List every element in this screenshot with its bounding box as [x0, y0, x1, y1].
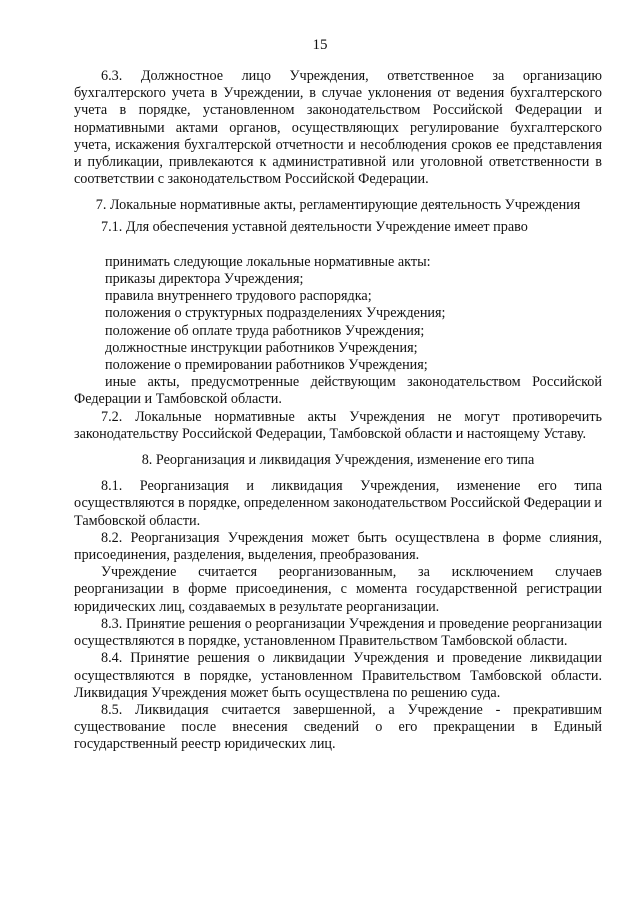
- list-item-last: иные акты, предусмотренные действующим законодательством Российской Федерации и Тамбовской области.: [74, 374, 602, 408]
- paragraph-7-2: 7.2. Локальные нормативные акты Учреждения не могут противоречить законодательству Российской Федерации, Тамбовской области и настоящему Уставу.: [74, 408, 602, 442]
- paragraph-8-1: 8.1. Реорганизация и ликвидация Учреждения, изменение его типа осуществляются в порядке, определенном законодательством Российской Федерации и Тамбовской области.: [74, 478, 602, 529]
- list-item: правила внутреннего трудового распорядка;: [105, 288, 372, 305]
- paragraph-7-1: 7.1. Для обеспечения уставной деятельности Учреждение имеет право: [101, 218, 528, 235]
- section-7-heading: 7. Локальные нормативные акты, регламентирующие деятельность Учреждения: [95, 197, 581, 214]
- paragraph-6-3: 6.3. Должностное лицо Учреждения, ответственное за организацию бухгалтерского учета в Учреждении, в случае уклонения от ведения бухгалтерского учета в порядке, установленном законодательством Российской Федерации и нормативными актами органов, осуществляющих регулирование бухгалтерского учета, искажения бухгалтерской отчетности и несоблюдения сроков ее представления и публикации, привлекаются к административной или уголовной ответственности в соответствии с законодательством Российской Федерации.: [74, 68, 602, 188]
- page-number: 15: [312, 37, 328, 53]
- paragraph-8-2-continued: Учреждение считается реорганизованным, за исключением случаев реорганизации в форме присоединения, с момента государственной регистрации юридических лиц, создаваемых в результате реорганизации.: [74, 564, 602, 615]
- list-intro: принимать следующие локальные нормативные акты:: [105, 253, 431, 270]
- list-item: положение об оплате труда работников Учреждения;: [105, 322, 425, 339]
- list-item: положение о премировании работников Учреждения;: [105, 357, 428, 374]
- list-item: должностные инструкции работников Учреждения;: [105, 339, 418, 356]
- paragraph-8-2: 8.2. Реорганизация Учреждения может быть осуществлена в форме слияния, присоединения, разделения, выделения, преобразования.: [74, 529, 602, 564]
- list-item: положения о структурных подразделениях Учреждения;: [105, 305, 446, 322]
- paragraph-8-5: 8.5. Ликвидация считается завершенной, а Учреждение - прекратившим существование после внесения сведений о его прекращении в Единый государственный реестр юридических лиц.: [74, 701, 602, 753]
- paragraph-8-3: 8.3. Принятие решения о реорганизации Учреждения и проведение реорганизации осуществляются в порядке, установленном Правительством Тамбовской области.: [74, 615, 602, 650]
- list-item: приказы директора Учреждения;: [105, 271, 304, 288]
- section-8-heading: 8. Реорганизация и ликвидация Учреждения, изменение его типа: [141, 452, 535, 469]
- paragraph-8-4: 8.4. Принятие решения о ликвидации Учреждения и проведение ликвидации осуществляются в порядке, установленном Правительством Тамбовской области. Ликвидация Учреждения может быть осуществлена по решению суда.: [74, 650, 602, 701]
- document-body: [74, 68, 602, 754]
